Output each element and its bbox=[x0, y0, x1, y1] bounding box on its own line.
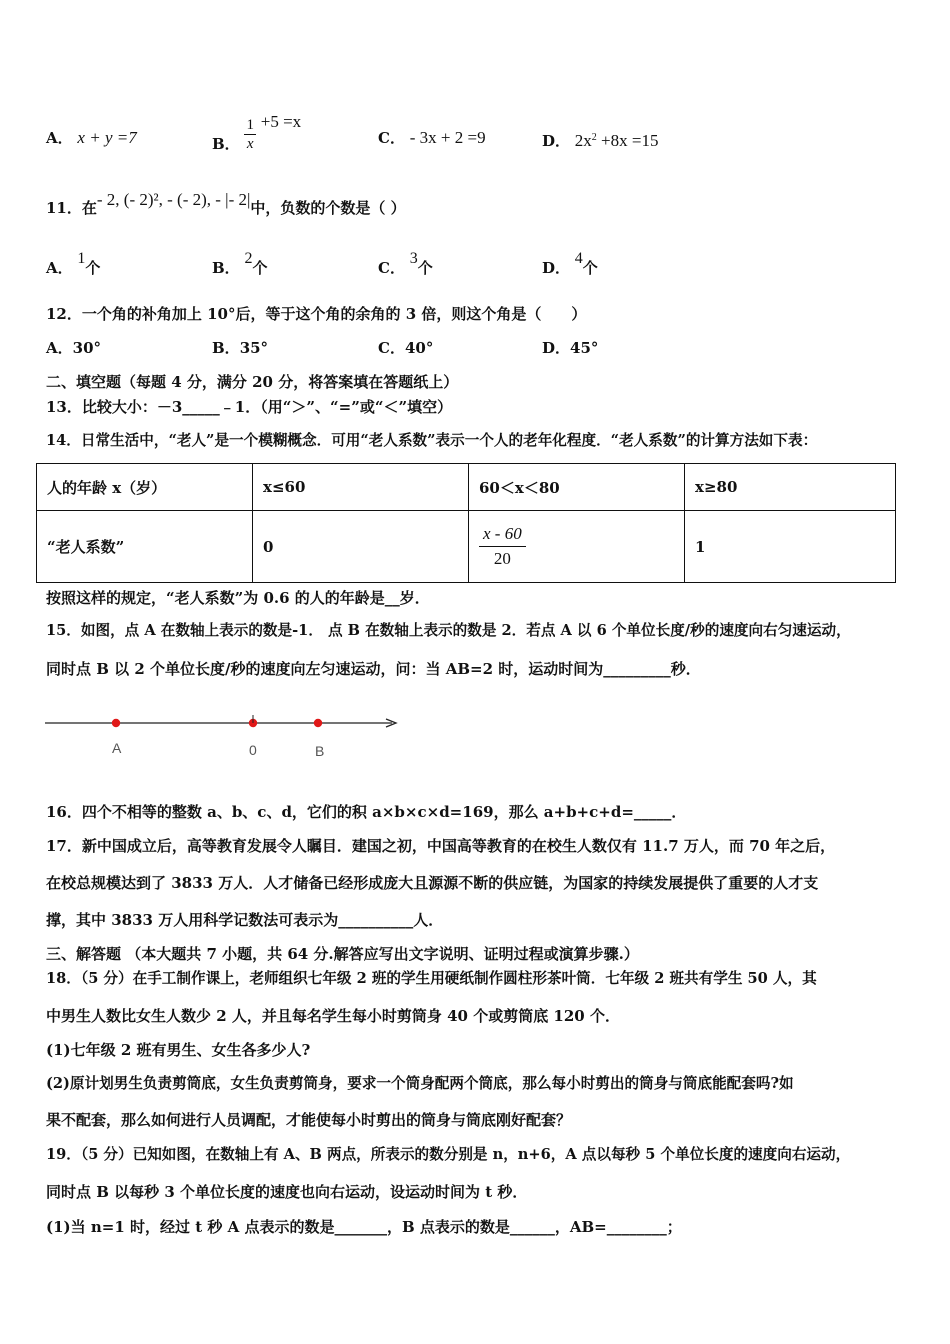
q17-line-1: 17．新中国成立后，高等教育发展令人瞩目．建国之初，中国高等教育的在校生人数仅有 11.7 万人，而 70 年之后， bbox=[46, 837, 836, 855]
q17-line-2: 在校总规模达到了 3833 万人．人才储备已经形成庞大且源源不断的供应链，为国家的持续发展提供了重要的人才支 bbox=[46, 874, 819, 892]
q12-stem: 12．一个角的补角加上 10°后，等于这个角的余角的 3 倍，则这个角是（ ） bbox=[46, 305, 587, 323]
q18-part-1: (1)七年级 2 班有男生、女生各多少人? bbox=[46, 1041, 311, 1059]
q11-stem: 11．在- 2, (- 2)², - (- 2), - |- 2|中，负数的个数是（ ） bbox=[46, 190, 406, 217]
number-line-figure bbox=[40, 705, 410, 765]
q10-option-c-expr: - 3x + 2 =9 bbox=[409, 128, 486, 147]
q12-option-a: A．30° bbox=[46, 339, 102, 357]
table-row bbox=[37, 511, 896, 583]
q14-stem: 14．日常生活中，“老人”是一个模糊概念．可用“老人系数”表示一个人的老年化程度．“老人系数”的计算方法如下表： bbox=[46, 432, 818, 449]
table-cell: 60＜x＜80 bbox=[469, 464, 685, 511]
table-cell: 0 bbox=[253, 511, 469, 583]
q18-line-1: 18．（5 分）在手工制作课上，老师组织七年级 2 班的学生用硬纸制作圆柱形茶叶筒．七年级 2 班共有学生 50 人，其 bbox=[46, 970, 817, 987]
table-cell: x≥80 bbox=[685, 464, 896, 511]
q19-line-1: 19．（5 分）已知如图，在数轴上有 A、B 两点，所表示的数分别是 n，n+6，A 点以每秒 5 个单位长度的速度向右运动， bbox=[46, 1146, 851, 1163]
elderly-coefficient-table bbox=[36, 463, 896, 583]
q10-option-b-rest: +5 =x bbox=[260, 111, 302, 131]
q15-line-2: 同时点 B 以 2 个单位长度/秒的速度向左匀速运动，问：当 AB=2 时，运动时间为_________秒． bbox=[46, 660, 701, 678]
q11-option-b: B． 2个 bbox=[212, 250, 268, 277]
q10-option-b-fraction: $\frac{1}{x}$ bbox=[246, 117, 254, 152]
table-cell: x≤60 bbox=[253, 464, 469, 511]
q10-option-d: D． $2x^2 +8x =15$ bbox=[542, 131, 659, 150]
q10-option-c: C． - 3x + 2 =9 bbox=[378, 128, 486, 147]
table-cell: “老人系数” bbox=[37, 511, 253, 583]
point-b-label: B bbox=[315, 743, 325, 759]
point-o-label: 0 bbox=[249, 742, 257, 758]
q19-part-1: (1)当 n=1 时，经过 t 秒 A 点表示的数是_______，B 点表示的数是______，AB=________； bbox=[46, 1218, 682, 1236]
q17-line-3: 撑，其中 3833 万人用科学记数法可表示为__________人． bbox=[46, 911, 444, 929]
table-cell-fraction bbox=[469, 511, 685, 583]
q16-stem: 16．四个不相等的整数 a、b、c、d，它们的积 a×b×c×d=169，那么 a+b+c+d=_____． bbox=[46, 803, 687, 821]
q10-option-a-expr: x + y =7 bbox=[77, 128, 137, 147]
point-a-label: A bbox=[112, 740, 122, 756]
q12-option-d: D．45° bbox=[542, 339, 599, 357]
section-2-heading: 二、填空题（每题 4 分，满分 20 分，将答案填在答题纸上） bbox=[46, 373, 459, 391]
q11-expression: - 2, (- 2)², - (- 2), - |- 2| bbox=[96, 190, 251, 209]
point-a-dot bbox=[112, 719, 120, 727]
section-3-heading: 三、解答题 （本大题共 7 小题，共 64 分.解答应写出文字说明、证明过程或演算步骤.） bbox=[46, 945, 639, 963]
table-cell: 人的年龄 x（岁） bbox=[37, 464, 253, 511]
table-row bbox=[37, 464, 896, 511]
q11-option-d: D． 4个 bbox=[542, 250, 598, 277]
elderly-coefficient-fraction: $\frac{x - 60}{20}$ bbox=[479, 522, 526, 571]
q11-option-a: A． 1个 bbox=[46, 250, 101, 277]
q14-after-text: 按照这样的规定，“老人系数”为 0.6 的人的年龄是__岁． bbox=[46, 589, 430, 607]
table-cell: 1 bbox=[685, 511, 896, 583]
q11-option-c: C． 3个 bbox=[378, 250, 433, 277]
point-b-dot bbox=[314, 719, 322, 727]
q12-option-b: B．35° bbox=[212, 339, 269, 357]
q10-option-a: A． x + y =7 bbox=[46, 128, 137, 147]
q18-part-2-line-2: 果不配套，那么如何进行人员调配，才能使每小时剪出的筒身与筒底刚好配套？ bbox=[46, 1111, 572, 1129]
q19-line-2: 同时点 B 以每秒 3 个单位长度的速度也向右运动，设运动时间为 t 秒． bbox=[46, 1183, 528, 1201]
q10-option-b: B． $\frac{1}{x}$ +5 =x bbox=[212, 111, 302, 153]
q15-line-1: 15．如图，点 A 在数轴上表示的数是-1． 点 B 在数轴上表示的数是 2．若点 A 以 6 个单位长度/秒的速度向右匀速运动， bbox=[46, 622, 851, 639]
q18-part-2-line-1: (2)原计划男生负责剪筒底，女生负责剪筒身，要求一个筒身配两个筒底，那么每小时剪出的筒身与筒底能配套吗?如 bbox=[46, 1075, 794, 1092]
q12-option-c: C．40° bbox=[378, 339, 434, 357]
q18-line-2: 中男生人数比女生人数少 2 人，并且每名学生每小时剪筒身 40 个或剪筒底 120 个． bbox=[46, 1007, 620, 1025]
q13-stem: 13．比较大小：－3_____﹣1．（用“＞”、“=”或“＜”填空） bbox=[46, 398, 453, 416]
